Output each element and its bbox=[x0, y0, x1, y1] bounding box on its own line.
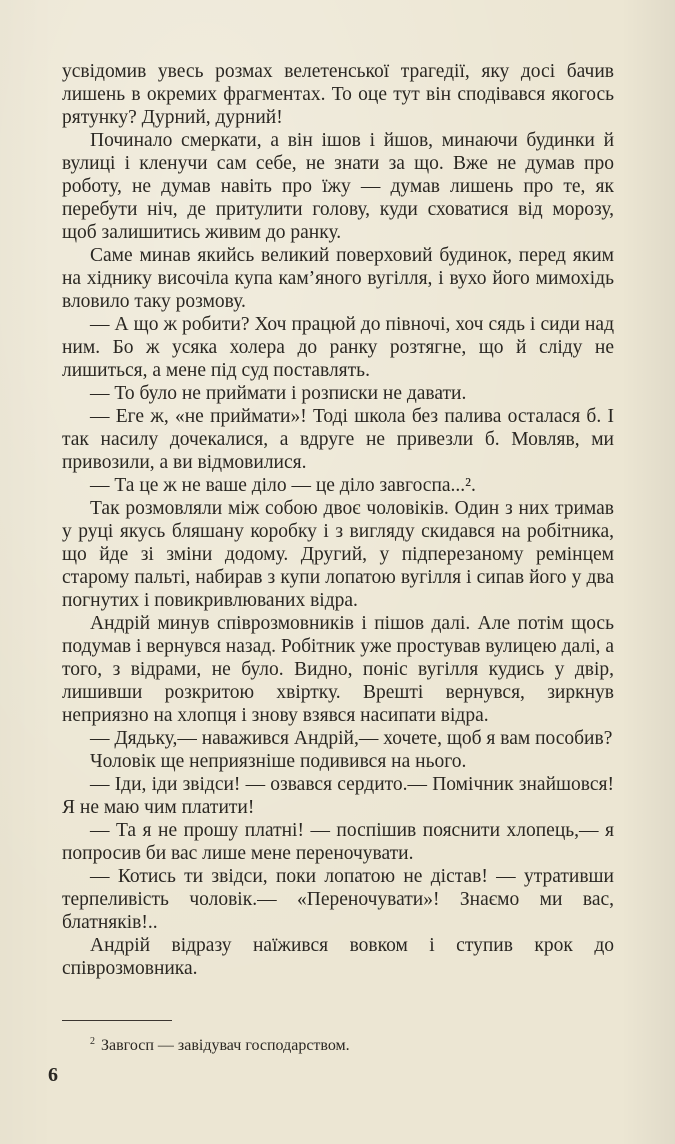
page-number: 6 bbox=[48, 1064, 58, 1086]
paragraph-8: Так розмовляли між собою двоє чоловіків. Один з них тримав у руці якусь бляшану коробку і з вигляду скидався на робітника, що йде зі зміни додому. Другий, у підперезаному ремінцем старому пальті, набирав з купи лопатою вугілля і сипав його у два погнутих і повикривлюваних відра. bbox=[62, 498, 614, 611]
body-text bbox=[62, 60, 614, 980]
paragraph-12: — Іди, іди звідси! — озвався сердито.— Помічник знайшовся! Я не маю чим платити! bbox=[62, 774, 614, 818]
paragraph-6: — Еге ж, «не приймати»! Тоді школа без палива осталася б. І так насилу дочекалися, а вдруге не привезли б. Мовляв, ми привозили, а ви відмовилися. bbox=[62, 406, 614, 473]
footnote-text: Завгосп — завідувач господарством. bbox=[101, 1037, 350, 1054]
paragraph-3: Саме минав якийсь великий поверховий будинок, перед яким на хіднику височіла купа кам’яного вугілля, і вухо його мимохідь вловило таку розмову. bbox=[62, 245, 614, 312]
paragraph-10: — Дядьку,— наважився Андрій,— хочете, щоб я вам пособив? bbox=[90, 728, 613, 749]
paragraph-9: Андрій минув співрозмовників і пішов далі. Але потім щось подумав і вернувся назад. Робітник уже простував вулицею далі, а того, з відрами, не було. Видно, поніс вугілля кудись у двір, лишивши розкритою хвіртку. Врешті вернувся, зиркнув неприязно на хлопця і знову взявся насипати відра. bbox=[62, 613, 614, 726]
footnote-marker: 2 bbox=[90, 1036, 95, 1047]
paragraph-13: — Та я не прошу платні! — поспішив пояснити хлопець,— я попросив би вас лише мене переночувати. bbox=[62, 820, 614, 864]
paragraph-15: Андрій відразу наїжився вовком і ступив крок до співрозмовника. bbox=[62, 935, 614, 979]
paragraph-5: — То було не приймати і розписки не давати. bbox=[90, 383, 467, 404]
paragraph-2: Починало смеркати, а він ішов і йшов, минаючи будинки й вулиці і кленучи сам себе, не знати за що. Вже не думав про роботу, не думав навіть про їжу — думав лишень про те, як перебути ніч, де притулити голову, куди сховатися від морозу, щоб залишитись живим до ранку. bbox=[62, 130, 614, 243]
paragraph-7: — Та це ж не ваше діло — це діло завгоспа...². bbox=[90, 475, 476, 496]
footnote bbox=[90, 1032, 610, 1056]
footnote-divider bbox=[62, 1020, 172, 1021]
paragraph-14: — Котись ти звідси, поки лопатою не дістав! — утративши терпеливість чоловік.— «Переночувати»! Знаємо ми вас, блатняків!.. bbox=[62, 866, 614, 933]
paragraph-1: усвідомив увесь розмах велетенської трагедії, яку досі бачив лишень в окремих фрагментах. То оце тут він сподівався якогось рятунку? Дурний, дурний! bbox=[62, 61, 614, 128]
paragraph-4: — А що ж робити? Хоч працюй до півночі, хоч сядь і сиди над ним. Бо ж усяка холера до ранку розтягне, що й сліду не лишиться, а мене під суд поставлять. bbox=[62, 314, 614, 381]
paragraph-11: Чоловік ще неприязніше подивився на нього. bbox=[90, 751, 467, 772]
